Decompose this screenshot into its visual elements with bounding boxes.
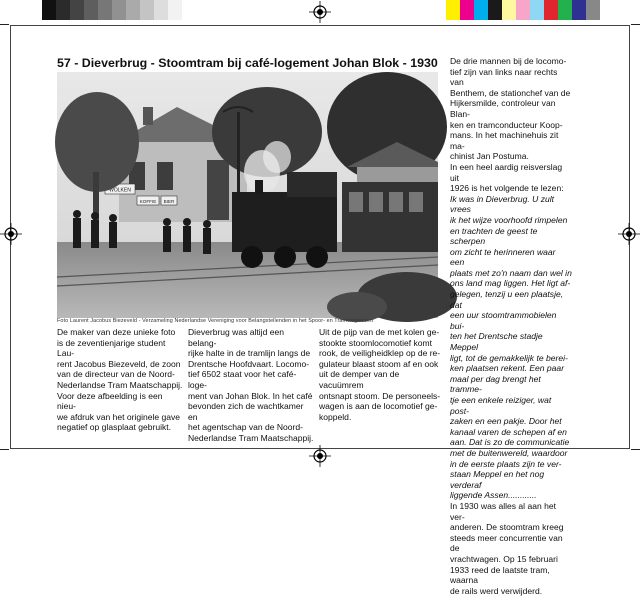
color-swatch <box>488 0 502 20</box>
color-swatch <box>460 0 474 20</box>
photo-sign-2: KOFFIE <box>139 199 157 204</box>
text-line: bevonden zich de wachtkamer en <box>188 401 304 422</box>
text-line: 1933 reed de laatste tram, waarna <box>450 564 550 586</box>
text-line: Nederlandse Tram Maatschappij. <box>57 379 183 390</box>
text-line: rook, de veiligheidklep op de re- <box>319 348 441 359</box>
text-line: vrachtwagen. Op 15 februari <box>450 553 558 564</box>
text-line: stookte stoomlocomotief komt <box>319 337 433 348</box>
text-line: kanaal varen de schepen af en <box>450 426 567 437</box>
color-swatch <box>558 0 572 20</box>
text-line: De drie mannen bij de locomo- <box>450 56 567 66</box>
text-line: Benthem, de stationchef van de <box>450 87 571 98</box>
text-line: zaken en een pakje. Door het <box>450 416 562 427</box>
text-line: ontsnapt stoom. De personeels- <box>319 390 441 401</box>
color-swatch <box>530 0 544 20</box>
text-line: Dieverbrug was altijd een belang- <box>188 327 284 348</box>
photo-sign-3: BIER <box>163 199 175 204</box>
text-line: In 1930 was alles al aan het ver- <box>450 500 556 522</box>
text-line: 1926 is het volgende te lezen: <box>450 183 564 194</box>
text-line: in de eerste plaats zijn te ver- <box>450 458 562 469</box>
text-line: ten het Drentsche stadje Meppel <box>450 331 543 353</box>
color-swatch <box>544 0 558 20</box>
text-line: mans. In het machinehuis zit ma- <box>450 130 559 151</box>
grey-swatch <box>112 0 126 20</box>
text-line: tief zijn van links naar rechts van <box>450 66 558 88</box>
text-line: Voor deze afbeelding is een nieu- <box>57 390 163 412</box>
text-line: Drentsche Hoofdvaart. Locomo- <box>188 358 310 369</box>
grey-swatch <box>98 0 112 20</box>
text-line: is de zeventienjarige student Lau- <box>57 337 166 359</box>
text-line: De maker van deze unieke foto <box>57 327 176 337</box>
photo-caption: Foto Laurent Jacobus Biezeveld - Verzameling Nederlandse Vereniging voor Belangstellenden in het Spoor- en Tramwegwezen <box>57 318 374 324</box>
grey-swatch <box>168 0 182 20</box>
grey-swatch <box>126 0 140 20</box>
text-line: rent Jacobus Biezeveld, de zoon <box>57 358 181 369</box>
text-line: de rails werd verwijderd. <box>450 585 543 596</box>
text-column-2 <box>188 327 314 444</box>
text-line: tje een enkele reiziger, wat post- <box>450 395 552 416</box>
grey-swatch <box>140 0 154 20</box>
text-line: plaats met zo'n naam dan wel in <box>450 267 572 278</box>
text-line: In een heel aardig reisverslag uit <box>450 161 563 183</box>
text-line: van de directeur van de Noord- <box>57 369 175 380</box>
text-line: ken plaatsen rekent. Een paar <box>450 363 565 374</box>
crop-mark-top-left <box>0 24 9 25</box>
text-line: gulateur blaast stoom af en ook <box>319 358 439 369</box>
grey-swatch <box>56 0 70 20</box>
registration-mark-bottom-icon <box>309 445 331 467</box>
text-column-1 <box>57 327 183 433</box>
photo-sign-1: WOLKEN <box>109 187 131 194</box>
color-swatch <box>572 0 586 20</box>
grey-swatch <box>154 0 168 20</box>
text-line: ons land mag liggen. Het ligt af- <box>450 278 571 289</box>
text-line: steeds meer concurrentie van de <box>450 532 563 554</box>
text-line: Nederlandse Tram Maatschappij. <box>188 432 314 443</box>
text-line: ment van Johan Blok. In het café <box>188 390 313 401</box>
crop-mark-top-right <box>631 24 640 25</box>
text-line: staan Meppel en het nog verderaf <box>450 469 545 490</box>
text-column-3 <box>319 327 443 422</box>
text-line: anderen. De stoomtram kreeg <box>450 522 564 533</box>
registration-mark-top-icon <box>309 1 331 23</box>
registration-mark-right-icon <box>618 223 640 245</box>
color-swatch <box>474 0 488 20</box>
grey-swatch <box>42 0 56 20</box>
text-line: ligt, tot de gemakkelijk te berei- <box>450 352 568 363</box>
text-line: negatief op glasplaat gebruikt. <box>57 422 172 433</box>
color-swatch <box>586 0 600 20</box>
text-line: gelegen, tenzij u een plaatsje, dat <box>450 289 564 310</box>
text-line: aan. Dat is zo de communicatie <box>450 437 570 448</box>
steam-tram-photo <box>57 72 438 318</box>
text-line: tief 6502 staat voor het café-loge- <box>188 369 297 390</box>
grey-swatch <box>70 0 84 20</box>
color-swatch <box>516 0 530 20</box>
text-line: maal per dag brengt het tramme- <box>450 373 541 395</box>
article-title: 57 - Dieverbrug - Stoomtram bij café-logement Johan Blok - 1930 <box>57 56 438 70</box>
grey-swatch <box>84 0 98 20</box>
text-line: we afdruk van het originele gave <box>57 411 181 422</box>
text-line: ken en tramconducteur Koop- <box>450 119 563 130</box>
text-line: Hijkersmilde, controleur van Blan- <box>450 98 556 119</box>
text-line: chinist Jan Postuma. <box>450 151 529 162</box>
text-line: het agentschap van de Noord- <box>188 422 303 433</box>
color-swatch <box>502 0 516 20</box>
color-swatch <box>446 0 460 20</box>
text-line: Ik was in Dieverbrug. U zult vrees <box>450 193 555 215</box>
crop-mark-bottom-right <box>631 449 640 450</box>
text-line: wagen is aan de locomotief ge- <box>319 401 438 412</box>
text-line: koppeld. <box>319 411 352 422</box>
text-line: ik het wijze voorhoofd rimpelen <box>450 214 568 225</box>
text-line: om zicht te herinneren waar een <box>450 246 556 268</box>
crop-mark-bottom-left <box>0 449 9 450</box>
text-line: liggende Assen............ <box>450 490 537 501</box>
text-column-4 <box>450 56 572 596</box>
text-line: met de buitenwereld, waardoor <box>450 447 568 458</box>
text-line: een uur stoomtrammobielen bui- <box>450 310 557 331</box>
registration-mark-left-icon <box>0 223 22 245</box>
color-calibration-strip <box>446 0 600 20</box>
text-line: rijke halte in de tramlijn langs de <box>188 348 311 359</box>
text-line: uit de demper van de vacuümrem <box>319 369 400 390</box>
text-line: en trachten de geest te scherpen <box>450 225 538 247</box>
text-line: Uit de pijp van de met kolen ge- <box>319 327 440 337</box>
grey-calibration-strip <box>42 0 182 20</box>
